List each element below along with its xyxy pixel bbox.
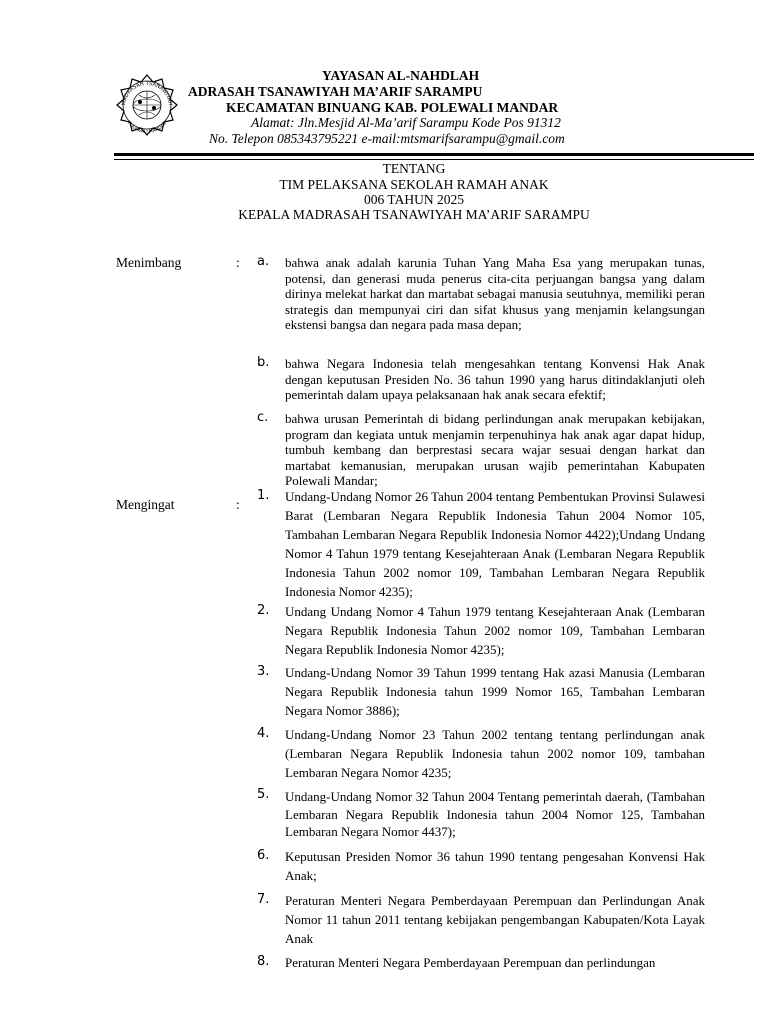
seal-top-text: MADRASAH TSANAWIYAH [120, 80, 173, 106]
mengingat-item-8: Peraturan Menteri Negara Pemberdayaan Perempuan dan perlindungan [285, 955, 656, 970]
menimbang-item-c: bahwa urusan Pemerintah di bidang perlindungan anak merupakan kebijakan, program dan kegiata untuk menjamin terpenuhinya hak anak agar dapat hidup, tumbuh kembang dan berprestasi secara wajar sesuai dengan harkat dan martabat kemanusian, merupakan urusan wajib pemerintahan Kabupaten Polewali Mandar; [285, 411, 705, 488]
menimbang-item-a: bahwa anak adalah karunia Tuhan Yang Maha Esa yang merupakan tunas, potensi, dan generasi muda penerus cita-cita perjuangan bangsa yang dalam dirinya melekat harkat dan martabat sebagai manusia seutuhnya, memiliki peran strategis dan mempunyai ciri dan sifat khusus yang menjamin kelangsungan ekstensi bangsa dan negara pada masa depan; [285, 255, 705, 332]
district-name: KECAMATAN BINUANG KAB. POLEWALI MANDAR [226, 100, 559, 115]
mengingat-item-3: Undang-Undang Nomor 39 Tahun 1999 tentang Hak azasi Manusia (Lembaran Negara Republik Indonesia tahun 1999 Nomor 165, Tambahan Lembaran Negara Nomor 3886); [285, 665, 705, 718]
mengingat-marker-8: 8. [257, 954, 270, 969]
mengingat-item-4: Undang-Undang Nomor 23 Tahun 2002 tentang tentang perlindungan anak (Lembaran Negara Republik Indonesia tahun 2002 nomor 109, tambahan Lembaran Negara Nomor 4235; [285, 727, 705, 780]
mengingat-marker-7: 7. [257, 892, 270, 907]
mengingat-item-2: Undang Undang Nomor 4 Tahun 1979 tentang Kesejahteraan Anak (Lembaran Negara Republik Indonesia Tahun 2002 nomor 109, Tambahan Lembaran Negara Republik Indonesia Nomor 4235); [285, 604, 705, 657]
mengingat-item-5: Undang-Undang Nomor 32 Tahun 2004 Tentang pemerintah daerah, (Tambahan Lembaran Negara Republik Indonesia tahun 2004 Nomor 125, Tambahan Lembaran Negara Nomor 4437); [285, 789, 705, 839]
mengingat-item-7: Peraturan Menteri Negara Pemberdayaan Perempuan dan Perlindungan Anak Nomor 11 tahun 2011 tentang kebijakan pengembangan Kabupaten/Kota Layak Anak [285, 893, 705, 946]
menimbang-item-b: bahwa Negara Indonesia telah mengesahkan tentang Konvensi Hak Anak dengan keputusan Presiden No. 36 tahun 1990 yang harus ditindaklanjuti oleh pemerintah dalam upaya pelaksanaan hak anak secara efektif; [285, 356, 705, 402]
menimbang-marker-a: a. [257, 254, 270, 269]
mengingat-marker-3: 3. [257, 664, 270, 679]
mengingat-item-1: Undang-Undang Nomor 26 Tahun 2004 tentang Pembentukan Provinsi Sulawesi Barat (Lembaran Negara Republik Indonesia Tahun 2004 Nomor 105, Tambahan Lembaran Negara Republik Indonesia Nomor 4422);Undang Undang Nomor 4 Tahun 1979 tentang Kesejahteraan Anak (Lembaran Negara Republik Indonesia Tahun 2002 nomor 109, Tambahan Lembaran Negara Republik Indonesia Nomor 4235); [285, 489, 705, 599]
menimbang-label: Menimbang [116, 255, 182, 270]
mengingat-label: Mengingat [116, 497, 175, 512]
letterhead-rule-thin [114, 159, 754, 160]
school-contact: No. Telepon 085343795221 e-mail:mtsmarifsarampu@gmail.com [209, 131, 565, 146]
svg-text:POLEWALI MANDAR [126, 120, 169, 135]
mengingat-marker-2: 2. [257, 603, 270, 618]
mengingat-item-6: Keputusan Presiden Nomor 36 tahun 1990 tentang pengesahan Konvensi Hak Anak; [285, 849, 705, 883]
school-name: ADRASAH TSANAWIYAH MA’ARIF SARAMPU [188, 84, 483, 99]
title-number: 006 TAHUN 2025 [364, 192, 464, 207]
mengingat-marker-6: 6. [257, 848, 270, 863]
letterhead-rule-thick [114, 153, 754, 156]
title-subject: TIM PELAKSANA SEKOLAH RAMAH ANAK [279, 177, 549, 192]
mengingat-marker-5: 5. [257, 787, 270, 802]
seal-bottom-text: POLEWALI MANDAR [125, 121, 169, 136]
menimbang-marker-c: c. [257, 410, 269, 425]
mengingat-marker-4: 4. [257, 726, 270, 741]
menimbang-colon: : [236, 255, 240, 270]
school-address: Alamat: Jln.Mesjid Al-Ma’arif Sarampu Kode Pos 91312 [251, 115, 561, 130]
title-issuer: KEPALA MADRASAH TSANAWIYAH MA’ARIF SARAMPU [238, 207, 590, 222]
madrasah-seal-icon [113, 73, 181, 141]
foundation-name: YAYASAN AL-NAHDLAH [322, 68, 480, 83]
mengingat-marker-1: 1. [257, 488, 270, 503]
title-tentang: TENTANG [382, 161, 446, 176]
mengingat-colon: : [236, 497, 240, 512]
menimbang-marker-b: b. [257, 355, 270, 370]
